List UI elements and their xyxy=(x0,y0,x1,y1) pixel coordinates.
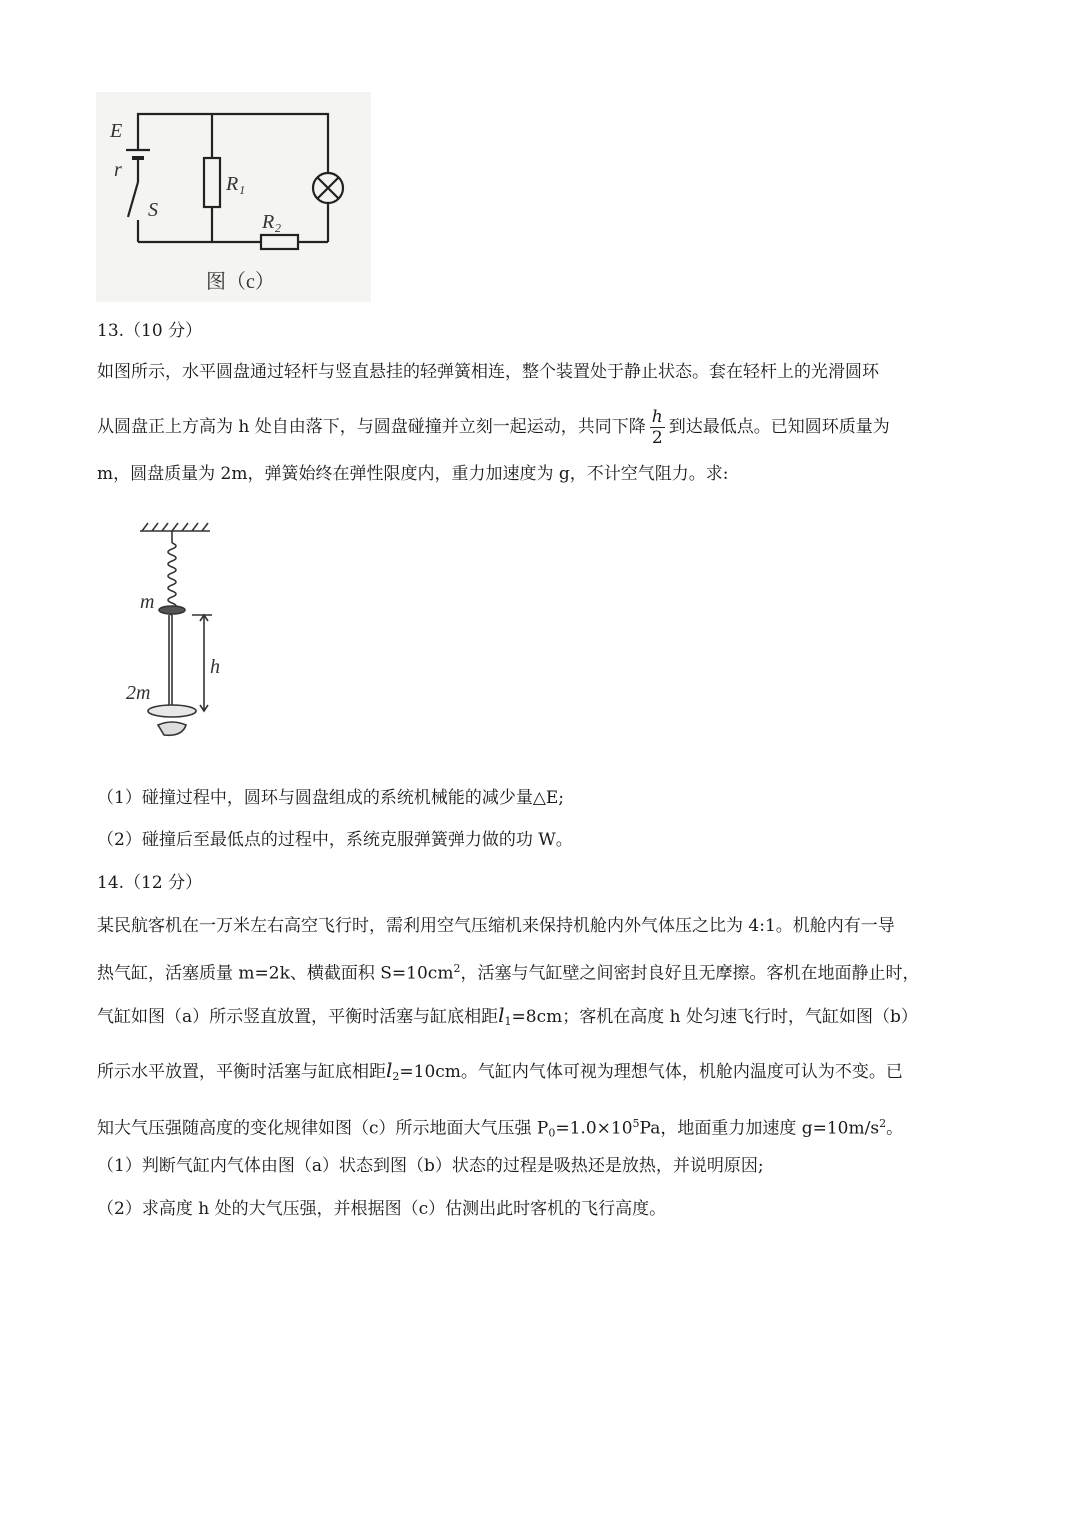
var-l1: l xyxy=(498,1003,505,1027)
q13-line2-before: 从圆盘正上方高为 h 处自由落下，与圆盘碰撞并立刻一起运动，共同下降 xyxy=(97,417,646,437)
q13-sub1: （1）碰撞过程中，圆环与圆盘组成的系统机械能的减少量△E; xyxy=(97,788,565,808)
circuit-figure xyxy=(96,92,371,302)
q13-line2 xyxy=(97,405,890,449)
label-R2: R₂ xyxy=(262,211,282,233)
q13-line1: 如图所示，水平圆盘通过轻杆与竖直悬挂的轻弹簧相连，整个装置处于静止状态。套在轻杆上的光滑圆环 xyxy=(97,362,879,382)
q13-sub2: （2）碰撞后至最低点的过程中，系统克服弹簧弹力做的功 W。 xyxy=(97,830,573,850)
figure-caption: 图（c） xyxy=(206,271,275,293)
q13-line3: m，圆盘质量为 2m，弹簧始终在弹性限度内，重力加速度为 g，不计空气阻力。求: xyxy=(97,464,729,484)
q14-line4: 所示水平放置，平衡时活塞与缸底相距$l_2=10cm$。气缸内气体可视为理想气体，机舱内温度可认为不变。已 xyxy=(97,1058,903,1083)
label-2m: 2m xyxy=(126,682,151,704)
q14-sub1: （1）判断气缸内气体由图（a）状态到图（b）状态的过程是吸热还是放热，并说明原因; xyxy=(97,1156,764,1176)
label-E: E xyxy=(110,120,123,142)
label-m: m xyxy=(140,591,155,613)
q14-line5: 知大气压强随高度的变化规律如图（c）所示地面大气压强 $P_0=1.0\times 10^5Pa$，地面重力加速度 $g=10m/s^2$。 xyxy=(97,1117,904,1140)
var-l2: l xyxy=(386,1058,393,1082)
label-r: r xyxy=(114,159,122,181)
fraction-h-over-2: $\frac{h}{2}$ xyxy=(651,407,663,448)
q14-line1: 某民航客机在一万米左右高空飞行时，需利用空气压缩机来保持机舱内外气体压之比为 4:1。机舱内有一导 xyxy=(97,916,895,936)
q14-line3: 气缸如图（a）所示竖直放置，平衡时活塞与缸底相距$l_1=8cm$；客机在高度 h 处匀速飞行时，气缸如图（b） xyxy=(97,1003,918,1028)
label-h: h xyxy=(210,656,220,678)
spring-disk-figure xyxy=(112,515,252,765)
q13-header: 13.（10 分） xyxy=(97,321,203,341)
q14-header: 14.（12 分） xyxy=(97,873,203,893)
q14-line2: 热气缸，活塞质量 m=2k、横截面积 $S=10cm^2$，活塞与气缸壁之间密封良好且无摩擦。客机在地面静止时， xyxy=(97,962,920,984)
q14-sub2: （2）求高度 h 处的大气压强，并根据图（c）估测出此时客机的飞行高度。 xyxy=(97,1199,667,1219)
q13-line2-after: 到达最低点。已知圆环质量为 xyxy=(668,417,890,437)
label-R1: R₁ xyxy=(226,173,246,195)
label-S: S xyxy=(148,199,158,221)
